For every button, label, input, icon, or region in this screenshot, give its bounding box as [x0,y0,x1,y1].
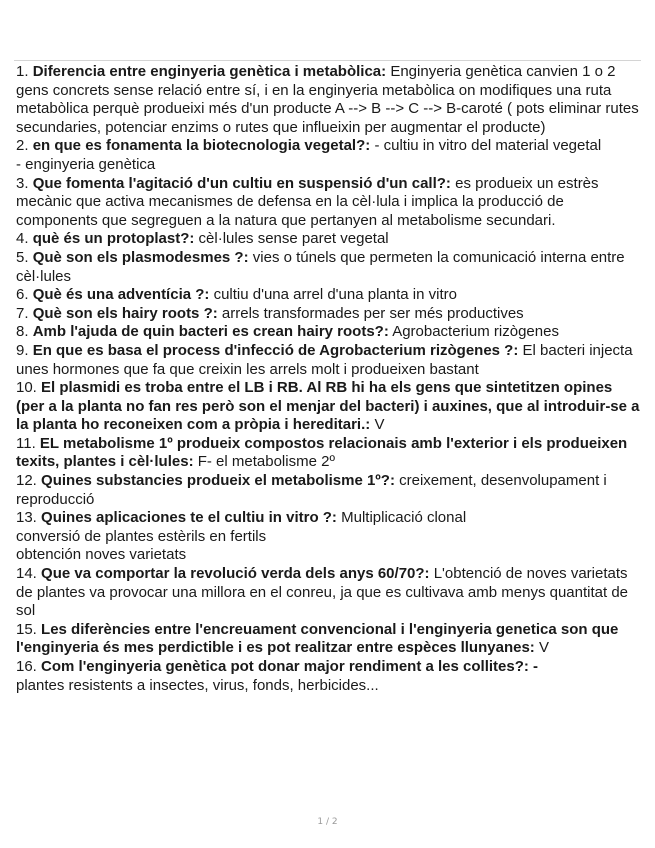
question-text: En que es basa el process d'infecció de Agrobacterium rizògenes ?: [32,341,519,359]
question-text: Què son els hairy roots ?: [32,304,218,322]
question-9 [16,342,640,379]
answer-text: V [538,639,549,657]
answer-text: cèl·lules sense paret vegetal [198,230,389,248]
answer-text: creixement, desenvolupament i reproducció [16,472,607,508]
question-text: en que es fonamenta la biotecnologia vegetal?: [32,137,371,155]
question-text: Com l'enginyeria genètica pot donar major rendiment a les collites?: - [41,658,539,675]
answer-text: El bacteri injecta unes hormones que fa que creixin les arrels molt i produeixen bastant [16,341,633,378]
document-body [16,63,640,695]
question-text: Quines substancies produeix el metabolisme 1º?: [41,472,395,490]
question-text: Què son els plasmodesmes ?: [32,248,249,266]
question-2 [16,137,640,174]
answer-text: arrels transformades per ser més productives [221,304,524,322]
question-11 [16,435,640,472]
question-13 [16,509,640,565]
answer-text: es produeix un estrès mecànic que activa mecanismes de defensa en la cèl·lula i implica la producció de components que segreguen a la natura que pertanyen al metabolisme secundari. [16,174,599,229]
question-number: 7. [16,304,29,322]
question-text: Quines aplicaciones te el cultiu in vitro ?: [41,509,337,527]
question-4 [16,230,640,249]
question-7 [16,305,640,324]
question-number: 8. [16,323,29,341]
question-number: 14. [16,565,37,583]
question-12 [16,472,640,509]
question-text: què és un protoplast?: [32,230,195,248]
question-number: 1. [16,63,29,80]
answer-text: Agrobacterium rizògenes [392,323,559,341]
answer-text: Enginyeria genètica canvien 1 o 2 gens concrets sense relació entre sí, i en la enginyeria metabòlica on modifiques una ruta metabòlica perquè produeixi més d'un producte A --> B --> C --> B-caroté ( pots eliminar rutes secundaries, potenciar enzims o rutes que influeixin per augmentar el producte) [16,63,639,136]
question-number: 9. [16,341,29,359]
question-number: 6. [16,286,29,304]
question-text: EL metabolisme 1º produeix compostos relacionais amb l'exterior i els produeixen texits, plantes i cèl·lules: [16,434,628,471]
question-14 [16,565,640,621]
question-5 [16,249,640,286]
question-15 [16,621,640,658]
question-text: Diferencia entre enginyeria genètica i metabòlica: [32,63,387,80]
question-text: Què és una adventícia ?: [32,286,210,304]
question-number: 5. [16,248,29,266]
question-8 [16,323,640,342]
answer-text: L'obtenció de noves varietats de plantes va provocar una millora en el conreu, ja que es cultivava amb menys quantitat de sol [16,565,629,620]
answer-text: F- el metabolisme 2º [197,453,335,471]
question-text: Amb l'ajuda de quin bacteri es crean hairy roots?: [32,323,389,341]
answer-text: - cultiu in vitro del material vegetal [374,137,602,155]
question-number: 4. [16,230,29,248]
question-6 [16,286,640,305]
question-1 [16,63,640,137]
question-16 [16,658,640,695]
top-divider [14,60,641,61]
question-text: Que fomenta l'agitació d'un cultiu en suspensió d'un call?: [32,174,451,192]
question-10 [16,379,640,435]
page-number: 1 / 2 [317,817,338,827]
question-text: El plasmidi es troba entre el LB i RB. Al RB hi ha els gens que sintetitzen opines (per a la planta no fan res però son el menjar del bacteri) i auxines, que al introduir-se a la planta ho reconeixen com a pròpia i hereditari.: [16,379,640,434]
answer-text: plantes resistents a insectes, virus, fonds, herbicides... [16,676,379,694]
question-text: Que va comportar la revolució verda dels anys 60/70?: [41,565,430,583]
answer-text: cultiu d'una arrel d'una planta in vitro [213,286,457,304]
question-number: 3. [16,174,29,192]
question-number: 16. [16,658,37,675]
answer-text: vies o túnels que permeten la comunicació interna entre cèl·lules [16,248,625,285]
answer-extra-line: obtención noves varietats [16,546,187,564]
answer-text: V [374,416,385,434]
answer-text: Multiplicació clonal [341,509,467,527]
question-number: 11. [16,434,36,452]
answer-extra-line: - enginyeria genètica [16,155,156,173]
question-number: 13. [16,509,37,527]
question-number: 12. [16,472,37,490]
question-number: 10. [16,379,37,397]
answer-extra-line: conversió de plantes estèrils en fertils [16,527,267,545]
question-3 [16,175,640,231]
question-number: 2. [16,137,29,155]
question-text: Les diferències entre l'encreuament convencional i l'enginyeria genetica son que l'enginyeria és mes perdictible i es pot realitzar entre espèces llunyanes: [16,620,619,657]
question-number: 15. [16,620,37,638]
